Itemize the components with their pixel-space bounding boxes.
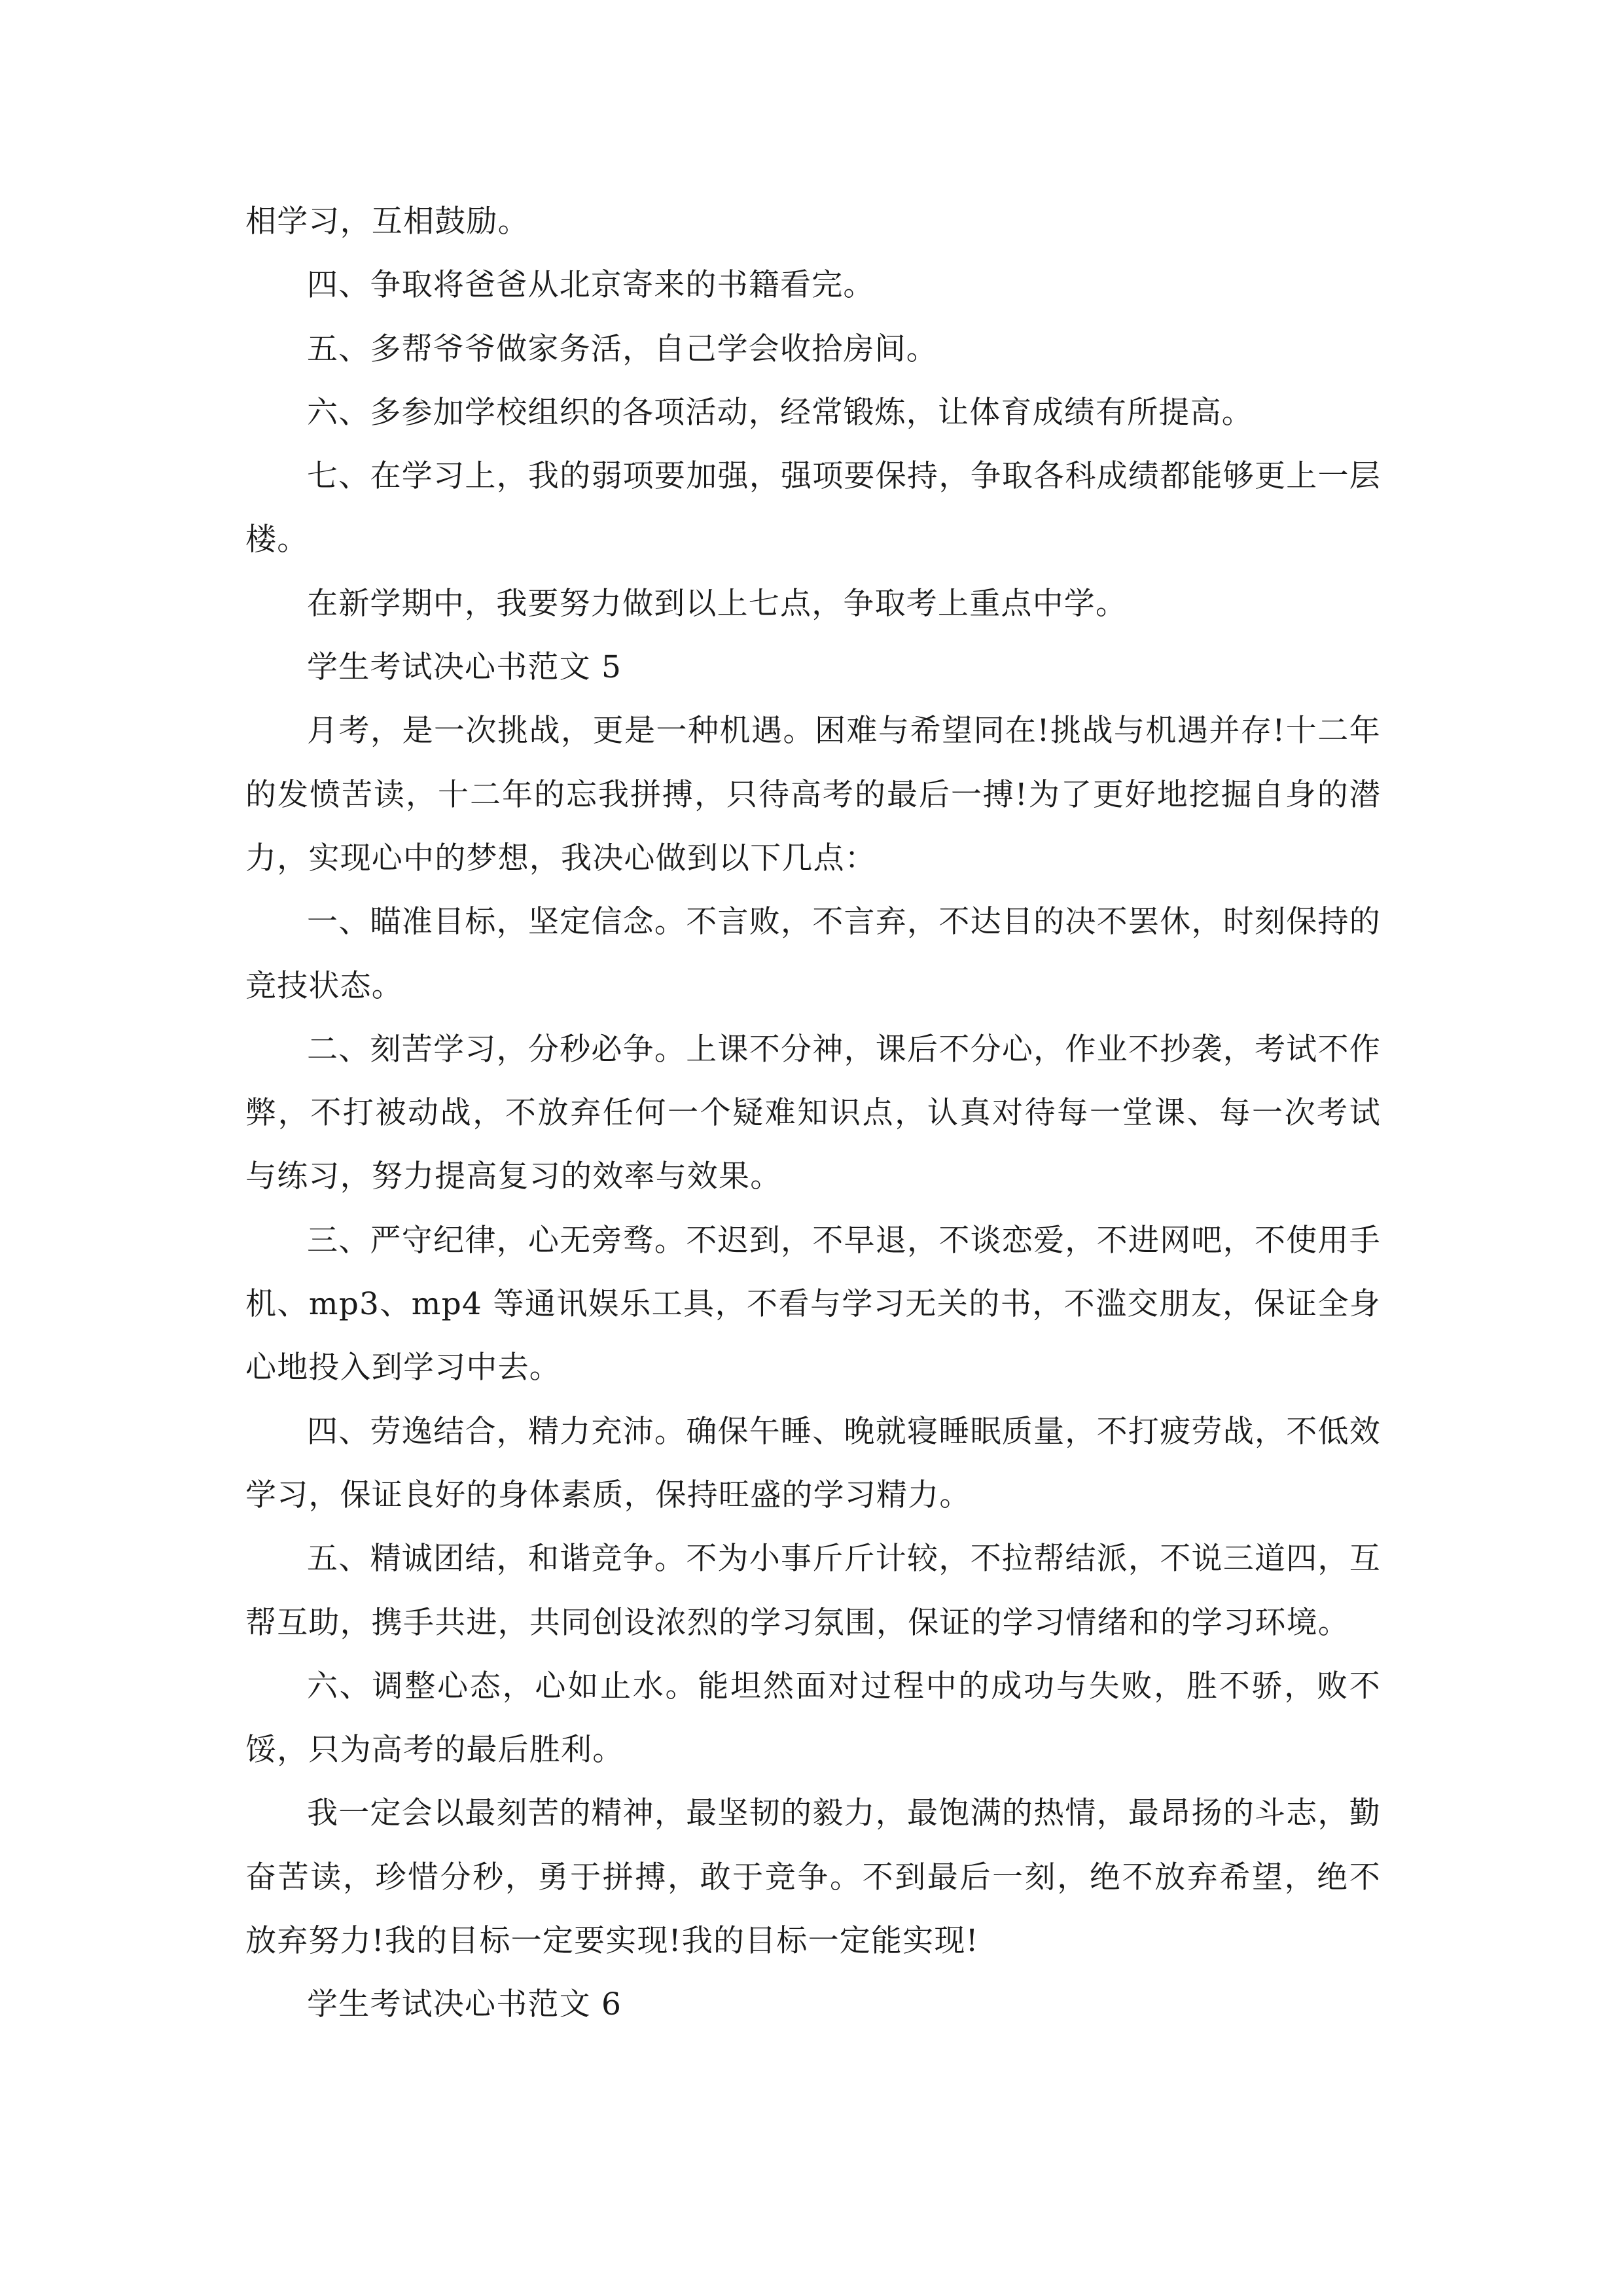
resolution-item-6: 六、调整心态，心如止水。能坦然面对过程中的成功与失败，胜不骄，败不馁，只为高考的最后胜利。 [245, 1668, 1381, 1768]
section-heading-5: 学生考试决心书范文 5 [307, 649, 622, 686]
resolution-item-3: 三、严守纪律，心无旁骛。不迟到，不早退，不谈恋爱，不进网吧，不使用手机、mp3、mp4 等通讯娱乐工具，不看与学习无关的书，不滥交朋友，保证全身心地投入到学习中去。 [245, 1222, 1381, 1386]
list-item-7: 七、在学习上，我的弱项要加强，强项要保持，争取各科成绩都能够更上一层楼。 [245, 458, 1381, 558]
resolution-item-2: 二、刻苦学习，分秒必争。上课不分神，课后不分心，作业不抄袭，考试不作弊，不打被动战，不放弃任何一个疑难知识点，认真对待每一堂课、每一次考试与练习，努力提高复习的效率与效果。 [245, 1031, 1381, 1195]
closing-paragraph: 在新学期中，我要努力做到以上七点，争取考上重点中学。 [307, 585, 1128, 622]
section-heading-6: 学生考试决心书范文 6 [307, 1986, 622, 2023]
resolution-item-4: 四、劳逸结合，精力充沛。确保午睡、晚就寝睡眠质量，不打疲劳战，不低效学习，保证良好的身体素质，保持旺盛的学习精力。 [245, 1413, 1381, 1513]
list-item-4: 四、争取将爸爸从北京寄来的书籍看完。 [307, 267, 875, 304]
resolution-item-5: 五、精诚团结，和谐竞争。不为小事斤斤计较，不拉帮结派，不说三道四，互帮互助，携手共进，共同创设浓烈的学习氛围，保证的学习情绪和的学习环境。 [245, 1541, 1381, 1641]
document-body [245, 190, 1381, 2037]
resolution-item-1: 一、瞄准目标，坚定信念。不言败，不言弃，不达目的决不罢休，时刻保持的竞技状态。 [245, 904, 1381, 1004]
conclusion-paragraph: 我一定会以最刻苦的精神，最坚韧的毅力，最饱满的热情，最昂扬的斗志，勤奋苦读，珍惜分秒，勇于拼搏，敢于竞争。不到最后一刻，绝不放弃希望，绝不放弃努力!我的目标一定要实现!我的目标一定能实现! [245, 1795, 1381, 1960]
list-item-6: 六、多参加学校组织的各项活动，经常锻炼，让体育成绩有所提高。 [307, 394, 1253, 431]
paragraph-continuation: 相学习，互相鼓励。 [245, 204, 529, 240]
intro-paragraph: 月考，是一次挑战，更是一种机遇。困难与希望同在!挑战与机遇并存!十二年的发愤苦读，十二年的忘我拼搏，只待高考的最后一搏!为了更好地挖掘自身的潜力，实现心中的梦想，我决心做到以下几点： [245, 713, 1381, 876]
list-item-5: 五、多帮爷爷做家务活，自己学会收拾房间。 [307, 331, 938, 367]
